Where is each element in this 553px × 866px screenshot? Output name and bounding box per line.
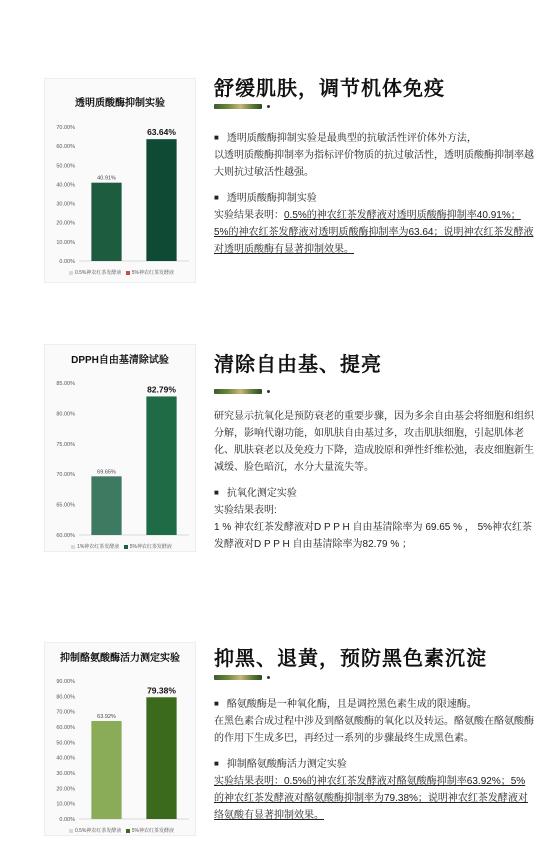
legend-swatch (124, 545, 128, 549)
y-tick-label: 80.00% (56, 694, 75, 701)
section-heading: 清除自由基、提亮 (214, 352, 382, 376)
y-tick-label: 60.00% (56, 533, 75, 539)
bar (91, 183, 121, 261)
chart-legend (45, 827, 195, 834)
y-tick-label: 10.00% (56, 239, 75, 246)
legend-swatch (126, 271, 130, 275)
y-tick-label: 70.00% (56, 709, 75, 716)
chart-title: 透明质酸酶抑制实验 (75, 98, 165, 109)
result-lead: 实验结果表明： (214, 210, 284, 221)
section-body (214, 696, 534, 824)
body-paragraph: 研究显示抗氧化是预防衰老的重要步骤，因为多余自由基会将细胞和组织分解，影响代谢功能，如肌肤自由基过多，攻击肌肤细胞，引起肌体老化、肌肤衰老以及免疫力下降，造成胶原和弹性纤维松弛，表皮细胞新生减缓、脸色暗沉，水分大量流失等。 (214, 411, 534, 473)
chart-panel (44, 78, 196, 283)
y-tick-label: 20.00% (56, 220, 75, 227)
bar (146, 139, 176, 261)
legend-swatch (69, 271, 73, 275)
result-paragraph: 1 % 神农红茶发酵液对D P P H 自由基清除率为 69.65 % ， 5%神农红茶发酵液对D P P H 自由基清除率为82.79 % ； (214, 522, 533, 550)
legend-swatch (126, 829, 130, 833)
legend-label: 5%神农红茶发酵液 (131, 270, 175, 276)
bar (91, 476, 121, 535)
chart-title: 抑制酪氨酸酶活力测定实验 (60, 653, 180, 664)
bullet-paragraph: ■ 抑制酪氨酸酶活力测定实验 (214, 756, 534, 773)
y-tick-label: 0.00% (59, 817, 75, 823)
legend-swatch (71, 545, 75, 549)
bullet-paragraph: ■ 抗氧化测定实验 (214, 485, 534, 502)
legend-label: 5%神农红茶发酵液 (131, 828, 175, 834)
y-tick-label: 60.00% (56, 144, 75, 151)
section-heading: 抑黑、退黄，预防黑色素沉淀 (214, 646, 487, 670)
y-tick-label: 60.00% (56, 725, 75, 731)
y-tick-label: 50.00% (56, 740, 75, 747)
result-paragraph (214, 207, 534, 258)
y-tick-label: 65.00% (56, 502, 75, 509)
decorative-divider (214, 389, 274, 394)
bullet-paragraph: ■ 透明质酸酶抑制实验 (214, 190, 534, 207)
y-tick-label: 30.00% (56, 201, 75, 208)
chart-panel (44, 344, 196, 552)
data-label: 82.79% (147, 384, 176, 395)
section-body (214, 130, 534, 258)
y-tick-label: 70.00% (56, 472, 75, 479)
y-tick-label: 50.00% (56, 163, 75, 170)
section-dpph (0, 300, 553, 590)
y-tick-label: 85.00% (56, 381, 75, 387)
section-heading: 舒缓肌肤，调节机体免疫 (214, 76, 445, 100)
body-paragraph: 以透明质酸酶抑制率为指标评价物质的抗过敏活性，透明质酸酶抑制率越大则抗过敏活性越强。 (214, 150, 534, 178)
section-tyrosinase (0, 590, 553, 866)
decorative-divider (214, 104, 274, 109)
data-label: 63.64% (147, 127, 176, 138)
bar (146, 396, 176, 535)
y-tick-label: 90.00% (56, 679, 75, 685)
section-body (214, 408, 534, 553)
legend-label: 5%神农红茶发酵液 (129, 544, 172, 550)
data-label: 63.92% (97, 713, 116, 720)
result-paragraph: 实验结果表明：0.5%的神农红茶发酵液对酪氨酸酶抑制率63.92%；5%的神农红茶发酵液对酪氨酸酶抑制率为79.38%；说明神农红茶发酵液对络氨酸有显著抑制效果。 (214, 776, 528, 821)
chart-legend (45, 269, 195, 276)
body-paragraph: 实验结果表明: (214, 505, 277, 516)
y-tick-label: 40.00% (56, 755, 75, 762)
legend-swatch (69, 829, 73, 833)
bar-chart (45, 365, 197, 543)
bar (146, 697, 176, 819)
bar (91, 721, 121, 819)
legend-label: 0.5%神农红茶发酵液 (74, 270, 122, 276)
legend-label: 0.5%神农红茶发酵液 (74, 828, 122, 834)
y-tick-label: 0.00% (59, 259, 75, 265)
chart-panel (44, 642, 196, 836)
chart-title: DPPH自由基清除试验 (71, 355, 169, 366)
y-tick-label: 70.00% (56, 125, 75, 131)
bar-chart (45, 109, 197, 269)
decorative-divider (214, 675, 274, 680)
y-tick-label: 75.00% (56, 441, 75, 448)
data-label: 69.65% (97, 469, 116, 476)
section-hyaluronidase (0, 0, 553, 300)
data-label: 79.38% (147, 685, 176, 696)
y-tick-label: 80.00% (56, 411, 75, 418)
y-tick-label: 10.00% (56, 801, 75, 808)
y-tick-label: 30.00% (56, 771, 75, 777)
bullet-paragraph: ■ 酪氨酸酶是一种氧化酶，且是调控黑色素生成的限速酶。 (214, 696, 534, 713)
legend-label: 1%神农红茶发酵液 (77, 544, 120, 550)
bullet-paragraph: ■ 透明质酸酶抑制实验是最典型的抗敏活性评价体外方法， (214, 130, 534, 147)
data-label: 40.91% (97, 175, 116, 182)
chart-legend (45, 543, 195, 550)
bar-chart (45, 663, 197, 827)
y-tick-label: 40.00% (56, 182, 75, 189)
body-paragraph: 在黑色素合成过程中涉及到酪氨酸酶的氧化以及转运。酪氨酸在酪氨酸酶的作用下生成多巴，再经过一系列的步骤最终生成黑色素。 (214, 716, 534, 744)
y-tick-label: 20.00% (56, 786, 75, 793)
result-text: 0.5%的神农红茶发酵液对透明质酸酶抑制率40.91%；5%的神农红茶发酵液对透明质酸酶抑制率为63.64；说明神农红茶发酵液对透明质酸酶有显著抑制效果。 (214, 210, 534, 255)
